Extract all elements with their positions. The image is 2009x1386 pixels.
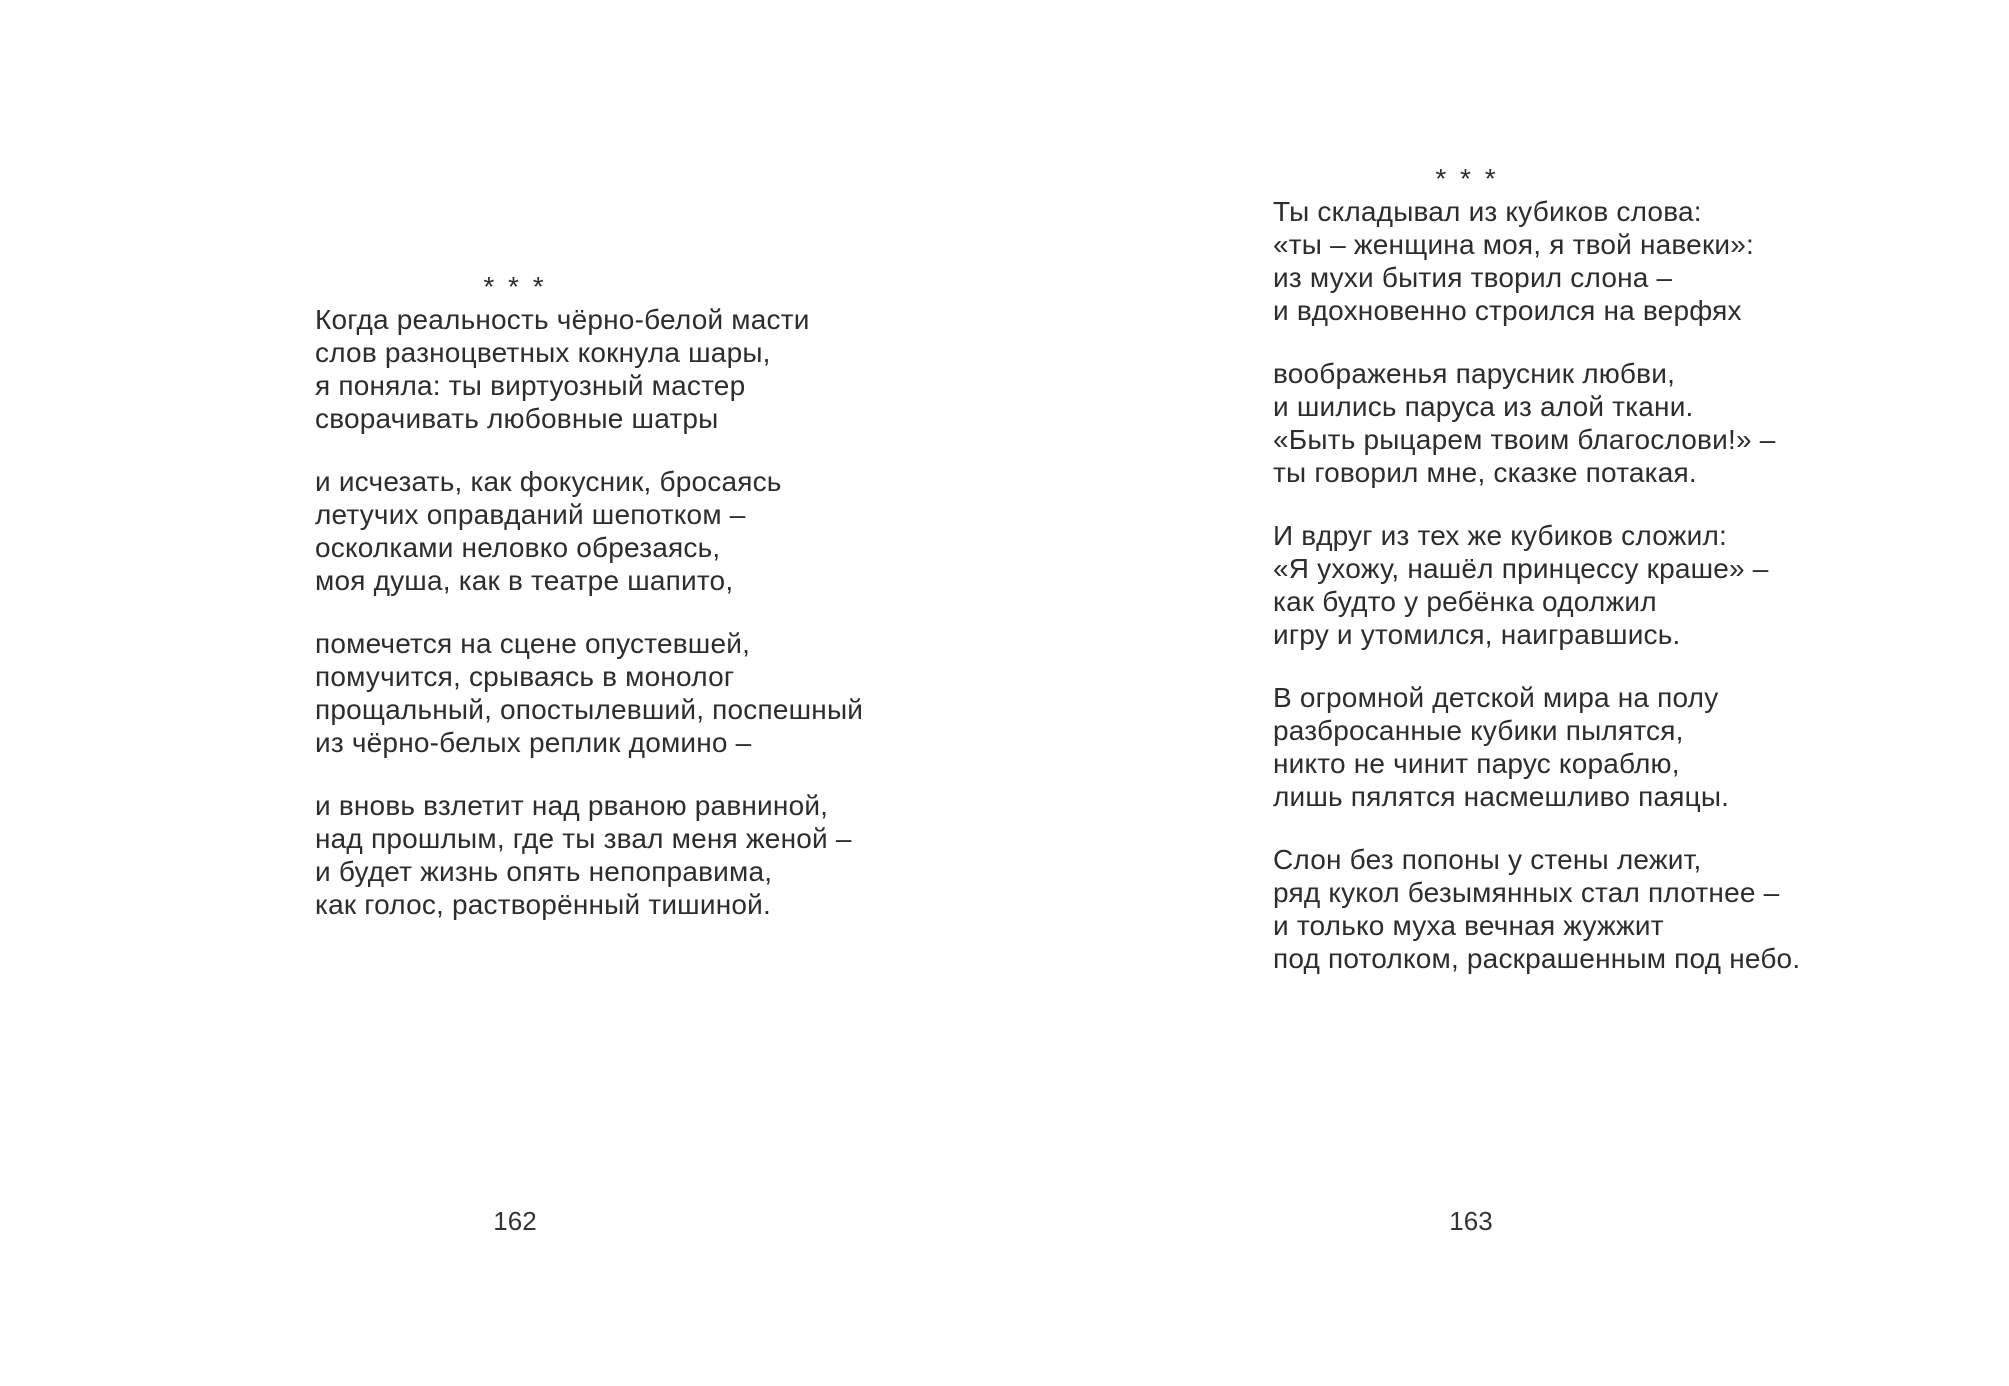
poem-line: и будет жизнь опять непоправима, bbox=[315, 856, 773, 887]
poem-line: я поняла: ты виртуозный мастер bbox=[315, 370, 746, 401]
poem-line: воображенья парусник любви, bbox=[1273, 358, 1676, 389]
poem-line: «Быть рыцарем твоим благослови!» – bbox=[1273, 424, 1776, 455]
poem-right-stanzas bbox=[1273, 195, 1800, 975]
stanza bbox=[315, 303, 863, 435]
poem-line: разбросанные кубики пылятся, bbox=[1273, 715, 1684, 746]
poem-line: ряд кукол безымянных стал плотнее – bbox=[1273, 877, 1780, 908]
poem-line: осколками неловко обрезаясь, bbox=[315, 532, 721, 563]
stanza bbox=[1273, 681, 1800, 813]
poem-line: помечется на сцене опустевшей, bbox=[315, 628, 751, 659]
stanza bbox=[315, 627, 863, 759]
poem-line: лишь пялятся насмешливо паяцы. bbox=[1273, 781, 1730, 812]
stanza bbox=[1273, 357, 1800, 489]
poem-line: над прошлым, где ты звал меня женой – bbox=[315, 823, 852, 854]
poem-line: и вновь взлетит над рваною равниной, bbox=[315, 790, 829, 821]
page-number-right: 163 bbox=[1449, 1206, 1493, 1236]
poem-line: В огромной детской мира на полу bbox=[1273, 682, 1719, 713]
stanza-divider: * * * bbox=[1435, 163, 1499, 194]
poem-line: летучих оправданий шепотком – bbox=[315, 499, 746, 530]
poem-line: и вдохновенно строился на верфях bbox=[1273, 295, 1742, 326]
page-right bbox=[1004, 0, 2009, 1386]
poem-line: Ты складывал из кубиков слова: bbox=[1273, 196, 1702, 227]
poem-line: и исчезать, как фокусник, бросаясь bbox=[315, 466, 782, 497]
poem-left-stanzas bbox=[315, 303, 863, 921]
poem-line: слов разноцветных кокнула шары, bbox=[315, 337, 771, 368]
poem-line: никто не чинит парус кораблю, bbox=[1273, 748, 1680, 779]
page-number-left: 162 bbox=[493, 1206, 537, 1236]
poem-line: Слон без попоны у стены лежит, bbox=[1273, 844, 1702, 875]
stanza bbox=[315, 465, 863, 597]
page-left bbox=[0, 0, 1004, 1386]
poem-line: ты говорил мне, сказке потакая. bbox=[1273, 457, 1697, 488]
poem-left bbox=[315, 270, 863, 921]
stanza bbox=[1273, 843, 1800, 975]
poem-line: игру и утомился, наигравшись. bbox=[1273, 619, 1681, 650]
poem-right bbox=[1273, 162, 1800, 975]
poem-line: и только муха вечная жужжит bbox=[1273, 910, 1664, 941]
stanza bbox=[1273, 195, 1800, 327]
poem-line: из чёрно-белых реплик домино – bbox=[315, 727, 752, 758]
poem-line: из мухи бытия творил слона – bbox=[1273, 262, 1673, 293]
poem-line: под потолком, раскрашенным под небо. bbox=[1273, 943, 1801, 974]
poem-line: прощальный, опостылевший, поспешный bbox=[315, 694, 864, 725]
stanza bbox=[315, 789, 863, 921]
poem-line: сворачивать любовные шатры bbox=[315, 403, 719, 434]
poem-line: и шились паруса из алой ткани. bbox=[1273, 391, 1694, 422]
poem-line: «ты – женщина моя, я твой навеки»: bbox=[1273, 229, 1754, 260]
poem-line: помучится, срываясь в монолог bbox=[315, 661, 735, 692]
poem-line: как голос, растворённый тишиной. bbox=[315, 889, 771, 920]
poem-line: как будто у ребёнка одолжил bbox=[1273, 586, 1657, 617]
poem-line: «Я ухожу, нашёл принцессу краше» – bbox=[1273, 553, 1769, 584]
stanza bbox=[1273, 519, 1800, 651]
poem-line: И вдруг из тех же кубиков сложил: bbox=[1273, 520, 1727, 551]
stanza-divider: * * * bbox=[483, 271, 547, 302]
poem-line: Когда реальность чёрно-белой масти bbox=[315, 304, 810, 335]
poem-line: моя душа, как в театре шапито, bbox=[315, 565, 734, 596]
